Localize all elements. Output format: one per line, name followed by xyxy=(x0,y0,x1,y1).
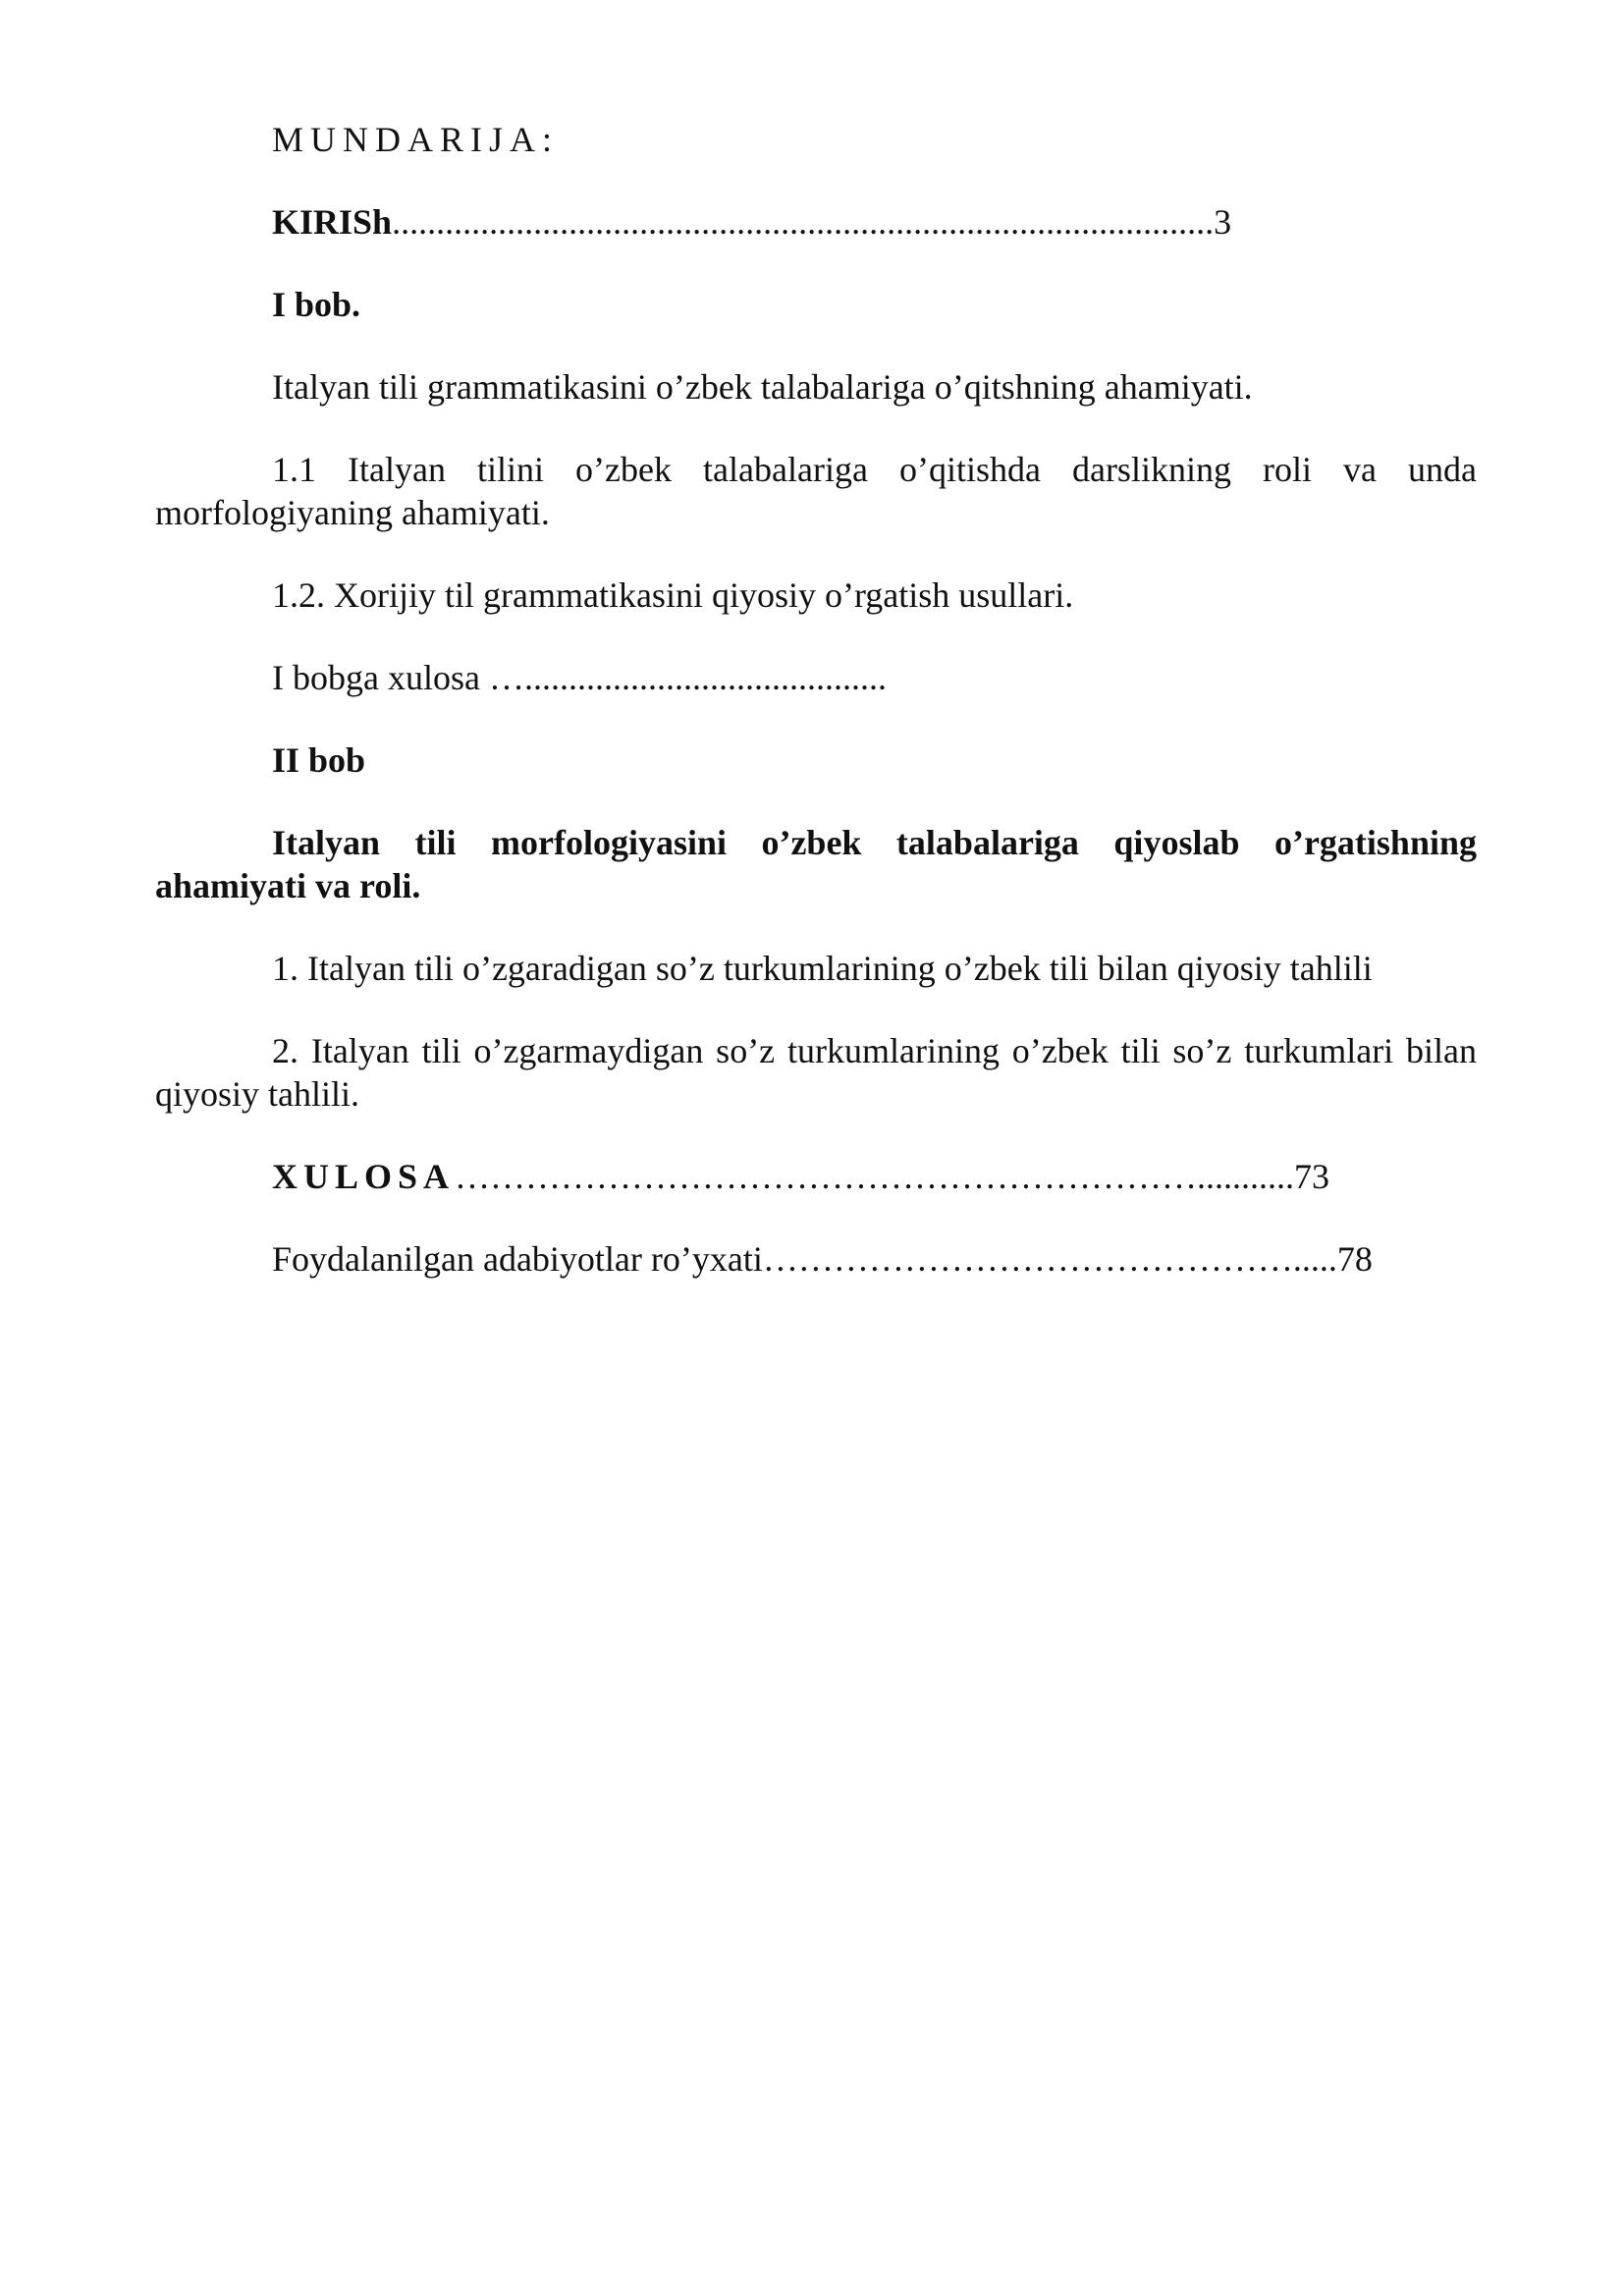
chapter2-section-1 xyxy=(155,947,1477,990)
kirish-label: KIRISh xyxy=(272,202,393,242)
chapter1-title-text: Italyan tili grammatikasini o’zbek talabalariga o’qitshning ahamiyati. xyxy=(272,367,1253,407)
references-label: Foydalanilgan adabiyotlar ro’yxati xyxy=(272,1239,763,1279)
toc-entry-references xyxy=(155,1237,1477,1281)
section-1-1-text: 1.1 Italyan tilini o’zbek talabalariga o’qitishda darslikning roli va unda morfologiyaning ahamiyati. xyxy=(155,450,1477,532)
conclusion-dots: ………………………………………………………........... xyxy=(455,1157,1295,1196)
conclusion-page: 73 xyxy=(1294,1157,1330,1196)
conclusion-label: XULOSA xyxy=(272,1157,456,1196)
chapter1-title xyxy=(155,365,1477,409)
toc-entry-kirish xyxy=(155,200,1477,244)
chapter1-summary-label: I bobga xulosa xyxy=(272,658,480,697)
chapter2-label xyxy=(155,738,1477,782)
chapter1-label xyxy=(155,283,1477,326)
chapter2-title xyxy=(155,821,1477,907)
chapter1-summary xyxy=(155,656,1477,699)
references-page: 78 xyxy=(1336,1239,1373,1279)
chapter2-label-text: II bob xyxy=(272,740,366,780)
chapter2-title-text: Italyan tili morfologiyasini o’zbek talabalariga qiyoslab o’rgatishning ahamiyati va roli. xyxy=(155,823,1477,905)
chapter2-section-2 xyxy=(155,1029,1477,1116)
chapter1-summary-dots: …......................................... xyxy=(488,658,887,697)
kirish-dots: ............................................................................................. xyxy=(392,202,1215,242)
chapter2-section-2-text: 2. Italyan tili o’zgarmaydigan so’z turkumlarining o’zbek tili so’z turkumlari bilan qiyosiy tahlili. xyxy=(155,1031,1477,1114)
kirish-page: 3 xyxy=(1214,202,1232,242)
toc-heading xyxy=(155,118,1477,161)
toc-entry-conclusion xyxy=(155,1155,1477,1198)
section-1-2 xyxy=(155,574,1477,617)
chapter1-label-text: I bob. xyxy=(272,285,361,324)
toc-heading-text: MUNDARIJA: xyxy=(272,120,560,159)
chapter2-section-1-text: 1. Italyan tili o’zgaradigan so’z turkumlarining o’zbek tili bilan qiyosiy tahlili xyxy=(272,949,1373,988)
document-page xyxy=(155,118,1477,1320)
references-dots: ………………………………………..... xyxy=(762,1239,1337,1279)
section-1-2-text: 1.2. Xorijiy til grammatikasini qiyosiy o’rgatish usullari. xyxy=(272,575,1074,615)
section-1-1 xyxy=(155,448,1477,534)
